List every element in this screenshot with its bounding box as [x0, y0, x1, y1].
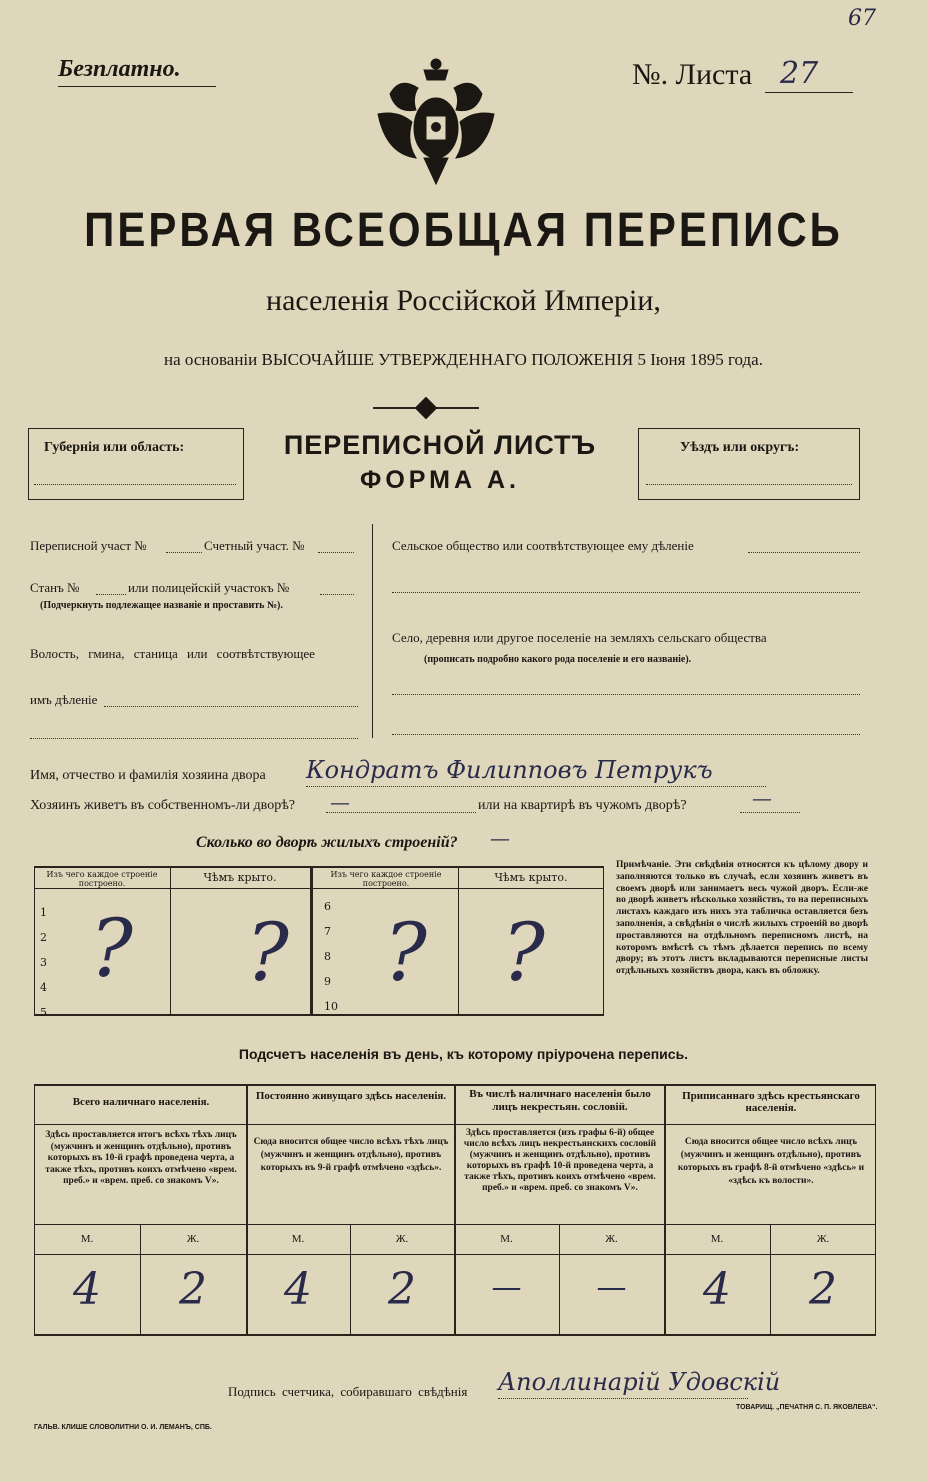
col2-m-value[interactable]: 4 — [284, 1264, 312, 1315]
province-field[interactable] — [34, 484, 236, 485]
col2-f-label: Ж. — [395, 1233, 409, 1245]
signature-field[interactable] — [498, 1398, 748, 1399]
underline-note: (Подчеркнуть подлежащее названіе и проставить №). — [40, 600, 283, 611]
census-area-label: Переписной участ № — [30, 538, 147, 553]
signature-value: Аполлинарій Удовскій — [498, 1368, 781, 1396]
col3-f-value[interactable]: — — [596, 1270, 627, 1305]
camp-field[interactable] — [96, 594, 126, 595]
own-yard-label: Хозяинъ живетъ въ собственномъ-ли дворѣ? — [30, 798, 296, 813]
col4-f-value[interactable]: 2 — [809, 1264, 837, 1315]
sheet-number-underline — [765, 92, 853, 93]
buildings-table — [34, 866, 604, 1019]
camp-label: Станъ № — [30, 580, 80, 595]
col3-head: Въ числѣ наличнаго населенія было лицъ некрестьян. сословій. — [469, 1088, 651, 1113]
col2-head: Постоянно живущаго здѣсь населенія. — [255, 1090, 447, 1102]
footer-left: ГАЛЬВ. КЛИШЕ СЛОВОЛИТНИ О. И. ЛЕМАНЪ, СПБ. — [34, 1424, 212, 1431]
material-header-right: Изъ чего каждое строеніе построено. — [330, 870, 442, 888]
roof-header-left: Чѣмъ крыто. — [203, 871, 277, 884]
rented-field[interactable] — [740, 812, 800, 813]
sheet-number-value: 27 — [780, 56, 819, 91]
sheet-title: ПЕРЕПИСНОЙ ЛИСТЪ — [283, 430, 597, 460]
col1-desc: Здѣсь проставляется итогъ всѣхъ тѣхъ лицъ (мужчинъ и женщинъ отдѣльно), противъ которыхъ въ 10-й графѣ проведена черта, а также тѣхъ, противъ коихъ отмѣчено «врем. преб.» и «врем. преб. со знакомъ V». — [45, 1130, 237, 1186]
col1-m-value[interactable]: 4 — [73, 1264, 101, 1315]
note-text: Примѣчаніе. Эти свѣдѣнія относятся къ цѣлому двору и заполняются только въ случаѣ, если хозяинъ живетъ въ своемъ дворѣ или занимаетъ весь чужой дворъ. Если-же во дворѣ живетъ нѣсколько хозяйствъ, то на переписныхъ листахъ каждаго изъ нихъ эта табличка оставляется безъ заполненія, а свѣдѣнія о числѣ жилыхъ строеній во дворѣ проставляются на отдѣльномъ переписномъ листѣ, на которомъ вмѣстѣ съ тѣмъ дѣлается перепись по всему двору; въ этотъ листъ вкладываются переписные листы отдѣльныхъ хозяйствъ двора, какъ въ обложку. — [616, 860, 868, 977]
free-underline — [58, 86, 216, 87]
volost-label-2: имъ дѣленіе — [30, 692, 98, 707]
rented-label: или на квартирѣ въ чужомъ дворѣ? — [478, 798, 687, 813]
census-area-field[interactable] — [166, 552, 202, 553]
village-note: (прописать подробно какого рода поселеніе и его названіе). — [424, 654, 692, 665]
counting-area-field[interactable] — [318, 552, 354, 553]
police-area-field[interactable] — [320, 594, 354, 595]
col3-m-label: М. — [500, 1233, 513, 1245]
mark-roof-right: ? — [502, 906, 545, 999]
legal-basis: на основаніи ВЫСОЧАЙШЕ УТВЕРЖДЕННАГО ПОЛОЖЕНІЯ 5 Іюня 1895 года. — [164, 350, 763, 369]
col1-f-value[interactable]: 2 — [179, 1264, 207, 1315]
signature-label: Подпись счетчика, собиравшаго свѣдѣнія — [228, 1384, 468, 1399]
page-number: 67 — [848, 6, 876, 31]
ornament-diamond — [415, 397, 438, 420]
subtitle: населенія Россійской Имперіи, — [266, 284, 661, 317]
free-label: Безплатно. — [58, 56, 181, 82]
col2-f-value[interactable]: 2 — [388, 1264, 416, 1315]
owner-name-value: Кондратъ Филипповъ Петрукъ — [306, 756, 713, 784]
rented-value: — — [752, 786, 772, 810]
volost-field[interactable] — [104, 706, 358, 707]
row-numbers-left: 1 2 3 4 5 — [40, 906, 47, 1019]
volost-label: Волость, гмина, станица или соотвѣтствующее — [30, 646, 315, 661]
mark-material-left: ? — [90, 902, 133, 995]
form-name: ФОРМА А. — [360, 466, 520, 494]
village-field[interactable] — [392, 694, 860, 695]
col1-m-label: М. — [80, 1233, 94, 1245]
society-field[interactable] — [748, 552, 860, 553]
population-table — [34, 1084, 876, 1336]
row-numbers-right: 6 7 8 9 10 — [324, 900, 338, 1013]
society-label: Сельское общество или соотвѣтствующее ему дѣленіе — [392, 538, 694, 553]
population-title: Подсчетъ населенія въ день, къ которому пріурочена перепись. — [238, 1046, 689, 1062]
col4-m-value[interactable]: 4 — [703, 1264, 731, 1315]
province-label: Губернія или область: — [44, 440, 185, 455]
col1-f-label: Ж. — [186, 1233, 200, 1245]
col3-m-value[interactable]: — — [491, 1270, 522, 1305]
owner-name-field[interactable] — [306, 786, 766, 787]
counting-area-label: Счетный участ. № — [204, 538, 305, 553]
volost-field-2[interactable] — [30, 738, 358, 739]
col1-head: Всего наличнаго населенія. — [72, 1096, 210, 1108]
society-field-2[interactable] — [392, 592, 860, 593]
own-yard-field[interactable] — [326, 812, 476, 813]
own-yard-value: — — [330, 790, 350, 814]
double-headed-eagle-emblem — [372, 54, 500, 188]
district-label: Уѣздъ или округъ: — [680, 440, 800, 455]
owner-name-label: Имя, отчество и фамилія хозяина двора — [30, 768, 266, 783]
village-label: Село, деревня или другое поселеніе на земляхъ сельскаго общества — [392, 630, 767, 645]
col3-f-label: Ж. — [605, 1233, 618, 1245]
sheet-number-label: №. Листа — [632, 58, 753, 91]
police-area-label: или полицейскій участокъ № — [128, 580, 290, 595]
district-field[interactable] — [646, 484, 852, 485]
footer-right: ТОВАРИЩ. „ПЕЧАТНЯ С. П. ЯКОВЛЕВА“. — [736, 1404, 878, 1411]
field-divider — [372, 524, 373, 738]
buildings-value: — — [490, 826, 510, 850]
buildings-label: Сколько во дворѣ жилыхъ строеній? — [196, 834, 458, 851]
village-field-2[interactable] — [392, 734, 860, 735]
col2-m-label: М. — [291, 1233, 305, 1245]
material-header-left: Изъ чего каждое строеніе построено. — [46, 870, 158, 888]
col2-desc: Сюда вносится общее число всѣхъ тѣхъ лицъ (мужчинъ и женщинъ отдѣльно), противъ которыхъ въ 9-й графѣ отмѣчено «здѣсь». — [253, 1137, 449, 1173]
col4-desc: Сюда вносится общее число всѣхъ лицъ (мужчинъ и женщинъ отдѣльно), противъ которыхъ въ графѣ 8-й отмѣчено «здѣсь» и «здѣсь къ волости». — [677, 1137, 865, 1186]
col4-f-label: Ж. — [816, 1233, 830, 1245]
main-title: ПЕРВАЯ ВСЕОБЩАЯ ПЕРЕПИСЬ — [84, 202, 843, 257]
col3-desc: Здѣсь проставляется (изъ графы 6-й) общее число всѣхъ лицъ некрестьянскихъ сословій (мужчинъ и женщинъ отдѣльно), противъ которыхъ въ графѣ 10-й проведена черта, а также тѣхъ, противъ коихъ отмѣчено «врем. преб.» и «врем. преб. со знакомъ V». — [463, 1128, 657, 1193]
col4-head: Приписаннаго здѣсь крестьянскаго населенія. — [682, 1090, 860, 1114]
roof-header-right: Чѣмъ крыто. — [494, 871, 568, 884]
mark-material-right: ? — [384, 906, 427, 999]
mark-roof-left: ? — [246, 906, 289, 999]
col4-m-label: М. — [710, 1233, 724, 1245]
